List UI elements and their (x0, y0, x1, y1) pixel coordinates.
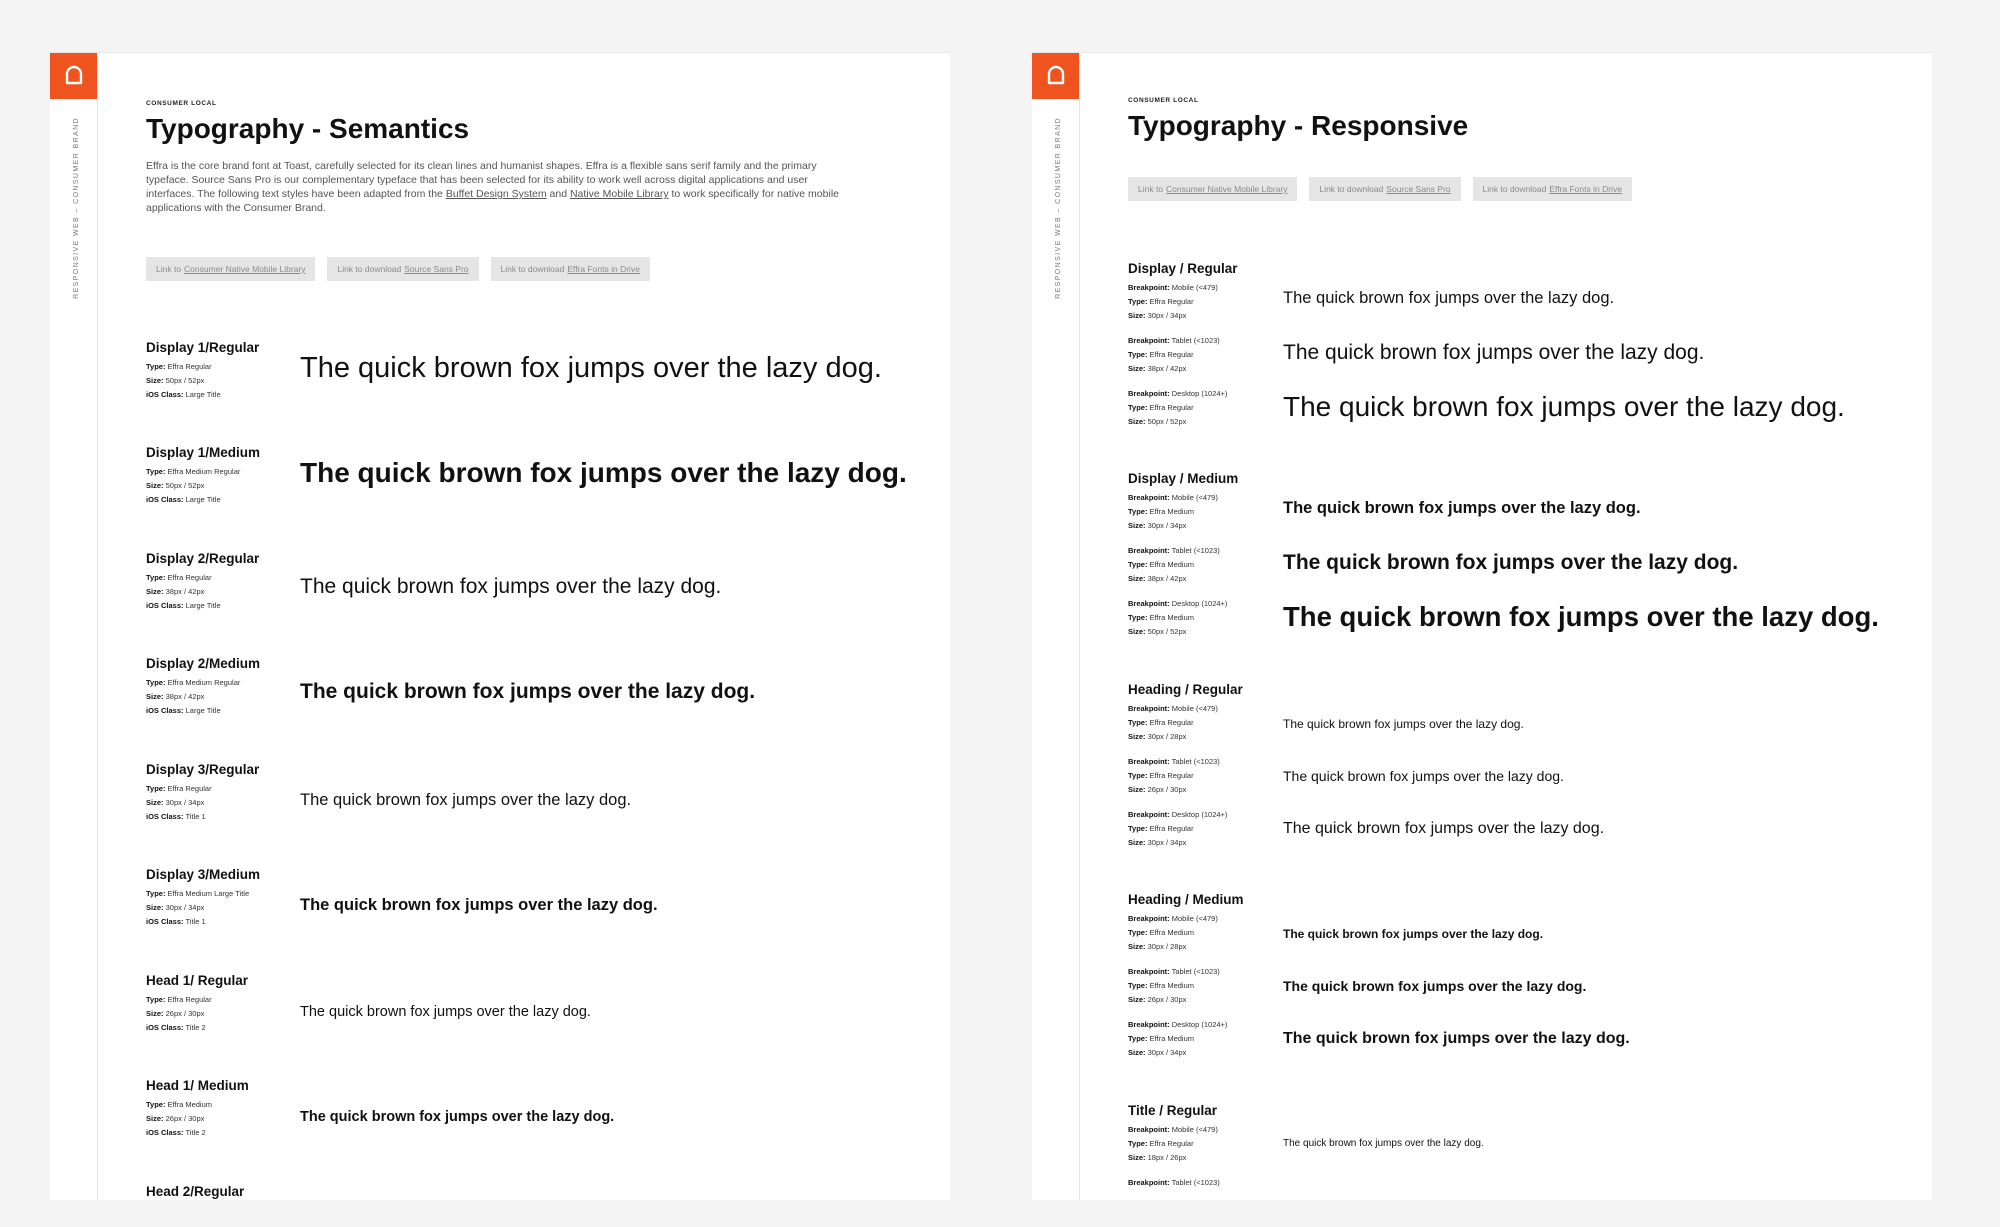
type-style-row (146, 973, 940, 1032)
type-style-row (146, 445, 940, 504)
rail-label: RESPONSIVE WEB – CONSUMER BRAND (73, 117, 80, 299)
section-title: Title / Regular (1128, 1103, 1218, 1118)
type-style-row (146, 340, 940, 399)
breakpoint-meta: Breakpoint: Tablet (<1023) Type: Effra Regular Size: 26px / 30px (1128, 757, 1220, 794)
source-sans-download-button[interactable]: Link to download Source Sans Pro (1309, 177, 1460, 201)
section-title: Heading / Regular (1128, 682, 1243, 697)
eyebrow-label: CONSUMER LOCAL (1128, 97, 1199, 104)
style-name: Display 2/Regular (146, 551, 260, 566)
style-meta: Type: Effra Medium Regular Size: 38px / 42px iOS Class: Large Title (146, 678, 241, 715)
sample-text: The quick brown fox jumps over the lazy dog. (300, 1004, 591, 1020)
chat-bubble-icon (1045, 65, 1067, 87)
breakpoint-meta: Breakpoint: Mobile (<479) Type: Effra Medium Size: 30px / 28px (1128, 914, 1218, 951)
style-name: Head 2/Regular (146, 1184, 245, 1199)
sample-text: The quick brown fox jumps over the lazy dog. (1283, 927, 1544, 941)
breakpoint-meta: Breakpoint: Mobile (<479) Type: Effra Regular Size: 18px / 26px (1128, 1125, 1218, 1162)
section-title: Display / Medium (1128, 471, 1239, 486)
breakpoint-meta: Breakpoint: Mobile (<479) Type: Effra Regular Size: 30px / 28px (1128, 704, 1218, 741)
style-name: Display 2/Medium (146, 656, 261, 671)
sample-text: The quick brown fox jumps over the lazy dog. (1283, 768, 1564, 784)
responsive-section (1128, 261, 1922, 426)
responsive-section (1128, 892, 1922, 1057)
type-style-row (146, 762, 940, 821)
style-name: Display 1/Medium (146, 445, 261, 460)
side-rail (50, 53, 98, 1200)
style-meta: Type: Effra Medium Size: 26px / 30px iOS Class: Title 2 (146, 1100, 213, 1137)
sample-text: The quick brown fox jumps over the lazy dog. (1283, 601, 1879, 632)
sample-text: The quick brown fox jumps over the lazy dog. (1283, 341, 1705, 364)
breakpoint-meta: Breakpoint: Desktop (1024+) Type: Effra Regular Size: 30px / 34px (1128, 810, 1228, 847)
style-meta: Type: Effra Regular Size: 38px / 42px iOS Class: Large Title (146, 573, 221, 610)
style-name: Head 1/ Medium (146, 1078, 249, 1093)
sample-text: The quick brown fox jumps over the lazy dog. (300, 575, 722, 598)
sample-text: The quick brown fox jumps over the lazy dog. (1283, 820, 1605, 837)
breakpoint-meta: Breakpoint: Desktop (1024+) Type: Effra Medium Size: 30px / 34px (1128, 1020, 1228, 1057)
section-title: Heading / Medium (1128, 892, 1244, 907)
type-style-row (146, 551, 940, 610)
style-name: Display 3/Regular (146, 762, 260, 777)
style-meta: Type: Effra Regular Size: 50px / 52px iOS Class: Large Title (146, 362, 221, 399)
breakpoint-meta: Breakpoint: Desktop (1024+) Type: Effra Regular Size: 50px / 52px (1128, 389, 1228, 426)
responsive-page (1032, 52, 1932, 1200)
breakpoint-meta: Breakpoint: Tablet (<1023) Type: Effra Medium Size: 38px / 42px (1128, 546, 1220, 583)
effra-fonts-download-button[interactable]: Link to download Effra Fonts in Drive (1473, 177, 1632, 201)
consumer-library-link-button[interactable]: Link to Consumer Native Mobile Library (1128, 177, 1297, 201)
type-style-row (146, 1078, 940, 1137)
breakpoint-meta: Breakpoint: Tablet (<1023) (1128, 1178, 1220, 1187)
breakpoint-meta: Breakpoint: Mobile (<479) Type: Effra Medium Size: 30px / 34px (1128, 493, 1218, 530)
sample-text: The quick brown fox jumps over the lazy dog. (1283, 1138, 1484, 1149)
sample-text: The quick brown fox jumps over the lazy dog. (300, 1109, 615, 1125)
style-name: Display 1/Regular (146, 340, 260, 355)
buffet-design-system-link[interactable]: Buffet Design System (445, 188, 547, 200)
sample-text: The quick brown fox jumps over the lazy dog. (1283, 289, 1615, 307)
brand-logo[interactable] (1032, 53, 1079, 99)
section-title: Display / Regular (1128, 261, 1238, 276)
breakpoint-meta: Breakpoint: Mobile (<479) Type: Effra Regular Size: 30px / 34px (1128, 283, 1218, 320)
chat-bubble-icon (63, 65, 85, 87)
consumer-library-link-button[interactable]: Link to Consumer Native Mobile Library (146, 257, 315, 281)
sample-text: The quick brown fox jumps over the lazy dog. (300, 791, 632, 809)
link-pills (1128, 177, 1912, 201)
sample-text: The quick brown fox jumps over the lazy dog. (1283, 717, 1524, 731)
type-style-row (146, 867, 940, 926)
breakpoint-meta: Breakpoint: Tablet (<1023) Type: Effra Regular Size: 38px / 42px (1128, 336, 1220, 373)
sample-text: The quick brown fox jumps over the lazy dog. (1283, 1030, 1630, 1047)
semantics-page (50, 52, 950, 1200)
responsive-section (1128, 1103, 1922, 1187)
sample-text: The quick brown fox jumps over the lazy dog. (1283, 391, 1845, 422)
side-rail (1032, 53, 1080, 1200)
intro-paragraph: Effra is the core brand font at Toast, carefully selected for its clean lines and humanist shapes. Effra is a flexible sans serif family and the primary typeface. Source Sans Pro is our complementary typeface that has been selected for its ability to work well across digital applications and user interfaces. The following text styles have been adapted from the Buffet Design System and Native Mobile Library to work specifically for native mobile applications with the Consumer Brand. (146, 160, 839, 214)
effra-fonts-download-button[interactable]: Link to download Effra Fonts in Drive (491, 257, 650, 281)
native-mobile-library-link[interactable]: Native Mobile Library (569, 188, 669, 200)
responsive-section (1128, 682, 1922, 847)
eyebrow-label: CONSUMER LOCAL (146, 100, 217, 107)
sample-text: The quick brown fox jumps over the lazy dog. (1283, 978, 1587, 994)
type-style-row (146, 656, 940, 715)
sample-text: The quick brown fox jumps over the lazy dog. (300, 680, 756, 703)
source-sans-download-button[interactable]: Link to download Source Sans Pro (327, 257, 478, 281)
sample-text: The quick brown fox jumps over the lazy dog. (1283, 499, 1641, 517)
style-meta: Type: Effra Regular Size: 26px / 30px iOS Class: Title 2 (146, 995, 212, 1032)
style-meta: Type: Effra Medium Regular Size: 50px / 52px iOS Class: Large Title (146, 467, 241, 504)
breakpoint-meta: Breakpoint: Desktop (1024+) Type: Effra Medium Size: 50px / 52px (1128, 599, 1228, 636)
style-name: Head 1/ Regular (146, 973, 249, 988)
page-title: Typography - Semantics (146, 113, 470, 144)
breakpoint-meta: Breakpoint: Tablet (<1023) Type: Effra Medium Size: 26px / 30px (1128, 967, 1220, 1004)
sample-text: The quick brown fox jumps over the lazy dog. (1283, 551, 1739, 574)
link-pills (146, 257, 930, 281)
brand-logo[interactable] (50, 53, 97, 99)
page-title: Typography - Responsive (1128, 110, 1469, 141)
style-name: Display 3/Medium (146, 867, 261, 882)
style-meta: Type: Effra Medium Large Title Size: 30px / 34px iOS Class: Title 1 (146, 889, 250, 926)
sample-text: The quick brown fox jumps over the lazy dog. (300, 896, 658, 914)
type-style-row (146, 1184, 940, 1199)
sample-text: The quick brown fox jumps over the lazy dog. (300, 352, 882, 384)
responsive-section (1128, 471, 1922, 636)
sample-text: The quick brown fox jumps over the lazy dog. (300, 457, 907, 488)
rail-label: RESPONSIVE WEB – CONSUMER BRAND (1055, 117, 1062, 299)
style-meta: Type: Effra Regular Size: 30px / 34px iOS Class: Title 1 (146, 784, 212, 821)
